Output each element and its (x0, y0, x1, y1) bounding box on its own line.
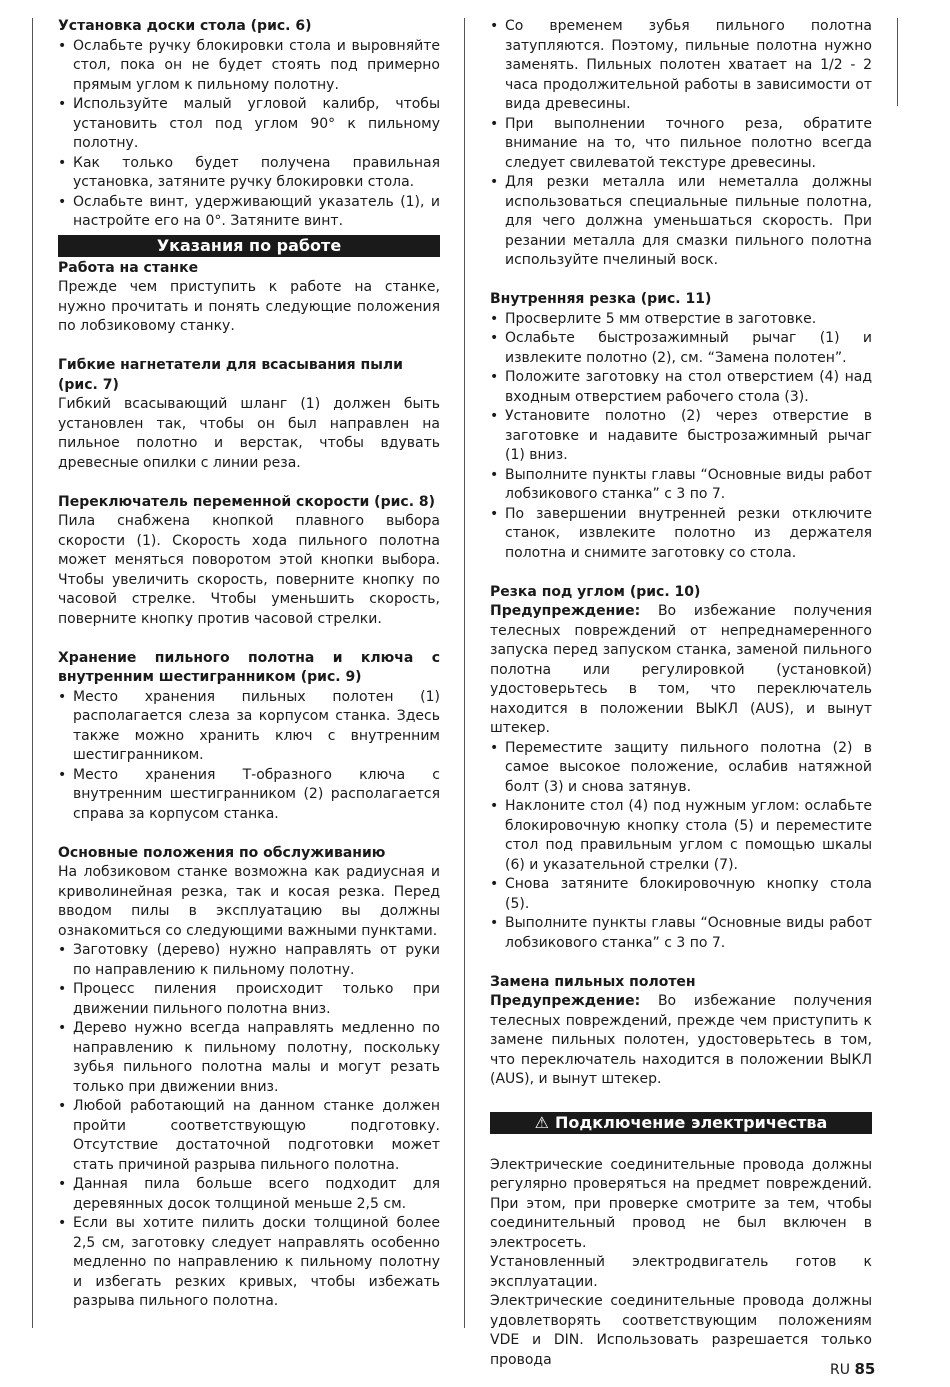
left-rule (32, 18, 33, 1328)
section-bar-electrical: ⚠ Подключение электричества (490, 1112, 872, 1134)
section-heading: Внутренняя резка (рис. 11) (490, 291, 712, 307)
bullet-icon: • (490, 876, 499, 892)
bullet-item: • По завершении внутренней резки отключите станок, извлеките полотно из держателя полотна и снимите заготовку со стола. (490, 505, 872, 564)
bullet-item: • Как только будет получена правильная установка, затяните ручку блокировки стола. (58, 154, 440, 193)
bullet-item: • Используйте малый угловой калибр, чтобы установить стол под углом 90° к пильному полотну. (58, 95, 440, 154)
bullet-icon: • (490, 310, 499, 327)
section-heading: Резка под углом (рис. 10) (490, 583, 701, 600)
bullet-item: • Положите заготовку на стол отверстием (4) над входным отверстием рабочего стола (3). (490, 368, 872, 407)
paragraph: На лобзиковом станке возможна как радиусная и криволинейная резка, так и косая резка. Перед вводом пилы в эксплуатацию вы должны ознакомиться со следующими важными пунктами. (58, 864, 440, 939)
bullet-item: • Ослабьте быстрозажимный рычаг (1) и извлеките полотно (2), см. “Замена полотен”. (490, 329, 872, 368)
bullet-item: • Выполните пункты главы “Основные виды работ лобзикового станка” с 3 по 7. (490, 466, 872, 505)
bullet-icon: • (490, 915, 499, 931)
bullet-icon: • (58, 37, 67, 54)
section-heading: Хранение пильного полотна и ключа с внутренним шестигранником (рис. 9) (58, 649, 440, 685)
bullet-icon: • (490, 505, 499, 522)
bullet-icon: • (58, 1020, 67, 1036)
left-column (58, 17, 440, 1312)
bullet-icon: • (490, 466, 499, 483)
warning-label: Предупреждение: (490, 993, 641, 1009)
paragraph: Прежде чем приступить к работе на станке, нужно прочитать и понять следующие положения по лобзиковому станку. (58, 279, 440, 334)
bullet-item: • Любой работающий на данном станке должен пройти соответствующую подготовку. Отсутствие достаточной подготовки может стать причиной разрыва пильного полотна. (58, 1097, 440, 1175)
bullet-icon: • (58, 154, 67, 171)
paragraph: Пила снабжена кнопкой плавного выбора скорости (1). Скорость хода пильного полотна может меняться поворотом этой кнопки выбора. Чтобы увеличить скорость, поверните кнопку по часовой стрелке. Чтобы уменьшить скорость, поверните кнопку против часовой стрелки. (58, 513, 440, 627)
paragraph: Электрические соединительные провода должны регулярно проверяться на предмет повреждений. При этом, при проверке смотрите за тем, чтобы соединительный провод не был включен в электросеть. (490, 1156, 872, 1251)
paragraph: Установленный электродвигатель готов к эксплуатации. (490, 1254, 872, 1290)
section-heading: Установка доски стола (рис. 6) (58, 18, 312, 34)
bullet-item: • Место хранения пильных полотен (1) располагается слеза за корпусом станка. Здесь также можно хранить ключ с внутренним шестигранником. (58, 688, 440, 766)
bullet-item: • Установите полотно (2) через отверстие в заготовке и надавите быстрозажимный рычаг (1) вниз. (490, 407, 872, 466)
bullet-icon: • (490, 18, 499, 34)
bullet-item: • Место хранения Т-образного ключа с внутренним шестигранником (2) располагается справа за корпусом станка. (58, 766, 440, 825)
bullet-icon: • (58, 193, 67, 210)
bullet-icon: • (490, 115, 499, 132)
bullet-item: • Процесс пиления происходит только при движении пильного полотна вниз. (58, 980, 440, 1019)
bullet-icon: • (58, 942, 67, 958)
center-rule (464, 18, 465, 1328)
right-column (490, 17, 872, 1370)
warning-paragraph: Предупреждение: Во избежание получения телесных повреждений, прежде чем приступить к замене пильных полотен, удостоверьтесь в том, что переключатель находится в положении ВЫКЛ (AUS), и вынут штекер. (490, 993, 872, 1087)
section-heading: Замена пильных полотен (490, 973, 696, 990)
bullet-item: • Данная пила больше всего подходит для деревянных досок толщиной меньше 2,5 см. (58, 1175, 440, 1214)
section-bar-operation: Указания по работе (58, 235, 440, 257)
bullet-item: • Для резки металла или неметалла должны использоваться специальные пильные полотна, для чего должна уменьшаться скорость. При резании металла для смазки пильного полотна используйте пчелиный воск. (490, 173, 872, 271)
paragraph: Гибкий всасывающий шланг (1) должен быть установлен так, чтобы он был направлен на пильное полотно и верстак, чтобы вдувать древесные опилки с линии реза. (58, 396, 440, 471)
bullet-icon: • (58, 1176, 67, 1192)
bullet-item: • Со временем зубья пильного полотна затупляются. Поэтому, пильные полотна нужно заменять. Пильных полотен хватает на 1/2 - 2 часа продолжительной работы в зависимости от вида древесины. (490, 17, 872, 115)
page-number: 85 (854, 1360, 876, 1378)
bullet-item: • Переместите защиту пильного полотна (2) в самое высокое положение, ослабив натяжной болт (3) и снова затянув. (490, 739, 872, 798)
paragraph: Электрические соединительные провода должны удовлетворять соответствующим положениям VDE и DIN. Использовать разрешается только провода (490, 1293, 872, 1368)
bullet-item: • Просверлите 5 мм отверстие в заготовке. (490, 310, 872, 330)
bullet-icon: • (490, 408, 499, 424)
bullet-item: • Ослабьте винт, удерживающий указатель (1), и настройте его на 0°. Затяните винт. (58, 193, 440, 232)
bullet-icon: • (58, 766, 67, 783)
warning-paragraph: Предупреждение: Во избежание получения телесных повреждений от непреднамеренного запуска перед запуском станка, заменой пильного полотна или регулировкой (установкой) удостоверьтесь в том, что переключатель находится в положении ВЫКЛ (AUS), и вынут штекер. (490, 603, 872, 736)
section-heading: Переключатель переменной скорости (рис. 8) (58, 493, 436, 510)
warning-label: Предупреждение: (490, 603, 641, 619)
bullet-item: • Ослабьте ручку блокировки стола и выровняйте стол, пока он не будет стоять под примерно прямым углом к пильному полотну. (58, 37, 440, 96)
bullet-icon: • (490, 330, 499, 346)
bullet-icon: • (490, 798, 499, 814)
bullet-icon: • (58, 981, 67, 997)
bullet-icon: • (58, 1098, 67, 1114)
bullet-item: • Дерево нужно всегда направлять медленно по направлению к пильному полотну, поскольку зубья пильного полотна малы и могут резать только при движении вниз. (58, 1019, 440, 1097)
bullet-icon: • (58, 96, 67, 112)
warning-triangle-icon: ⚠ (534, 1113, 549, 1132)
bullet-icon: • (58, 688, 67, 705)
section-heading: Основные положения по обслуживанию (58, 844, 386, 861)
bullet-item: • Снова затяните блокировочную кнопку стола (5). (490, 875, 872, 914)
right-rule (897, 18, 898, 106)
bullet-icon: • (490, 739, 499, 756)
bullet-icon: • (490, 369, 499, 385)
bullet-item: • Наклоните стол (4) под нужным углом: ослабьте блокировочную кнопку стола (5) и переместите стол под правильным углом с помощью шкалы (6) и указательной стрелки (7). (490, 797, 872, 875)
bullet-icon: • (490, 174, 499, 190)
bullet-item: • Если вы хотите пилить доски толщиной более 2,5 см, заготовку следует направлять особенно медленно по направлению к пильному полотну и избегать резких кривых, чтобы избежать разрыва пильного полотна. (58, 1214, 440, 1312)
bullet-icon: • (58, 1215, 67, 1231)
section-heading: Работа на станке (58, 259, 199, 276)
page-footer (830, 1360, 875, 1379)
bullet-item: • Заготовку (дерево) нужно направлять от руки по направлению к пильному полотну. (58, 941, 440, 980)
bullet-item: • Выполните пункты главы “Основные виды работ лобзикового станка” с 3 по 7. (490, 914, 872, 953)
section-heading: Гибкие нагнетатели для всасывания пыли (рис. 7) (58, 357, 403, 393)
language-code: RU (830, 1362, 850, 1378)
bullet-item: • При выполнении точного реза, обратите внимание на то, что пильное полотно всегда следует свилеватой текстуре древесины. (490, 115, 872, 174)
